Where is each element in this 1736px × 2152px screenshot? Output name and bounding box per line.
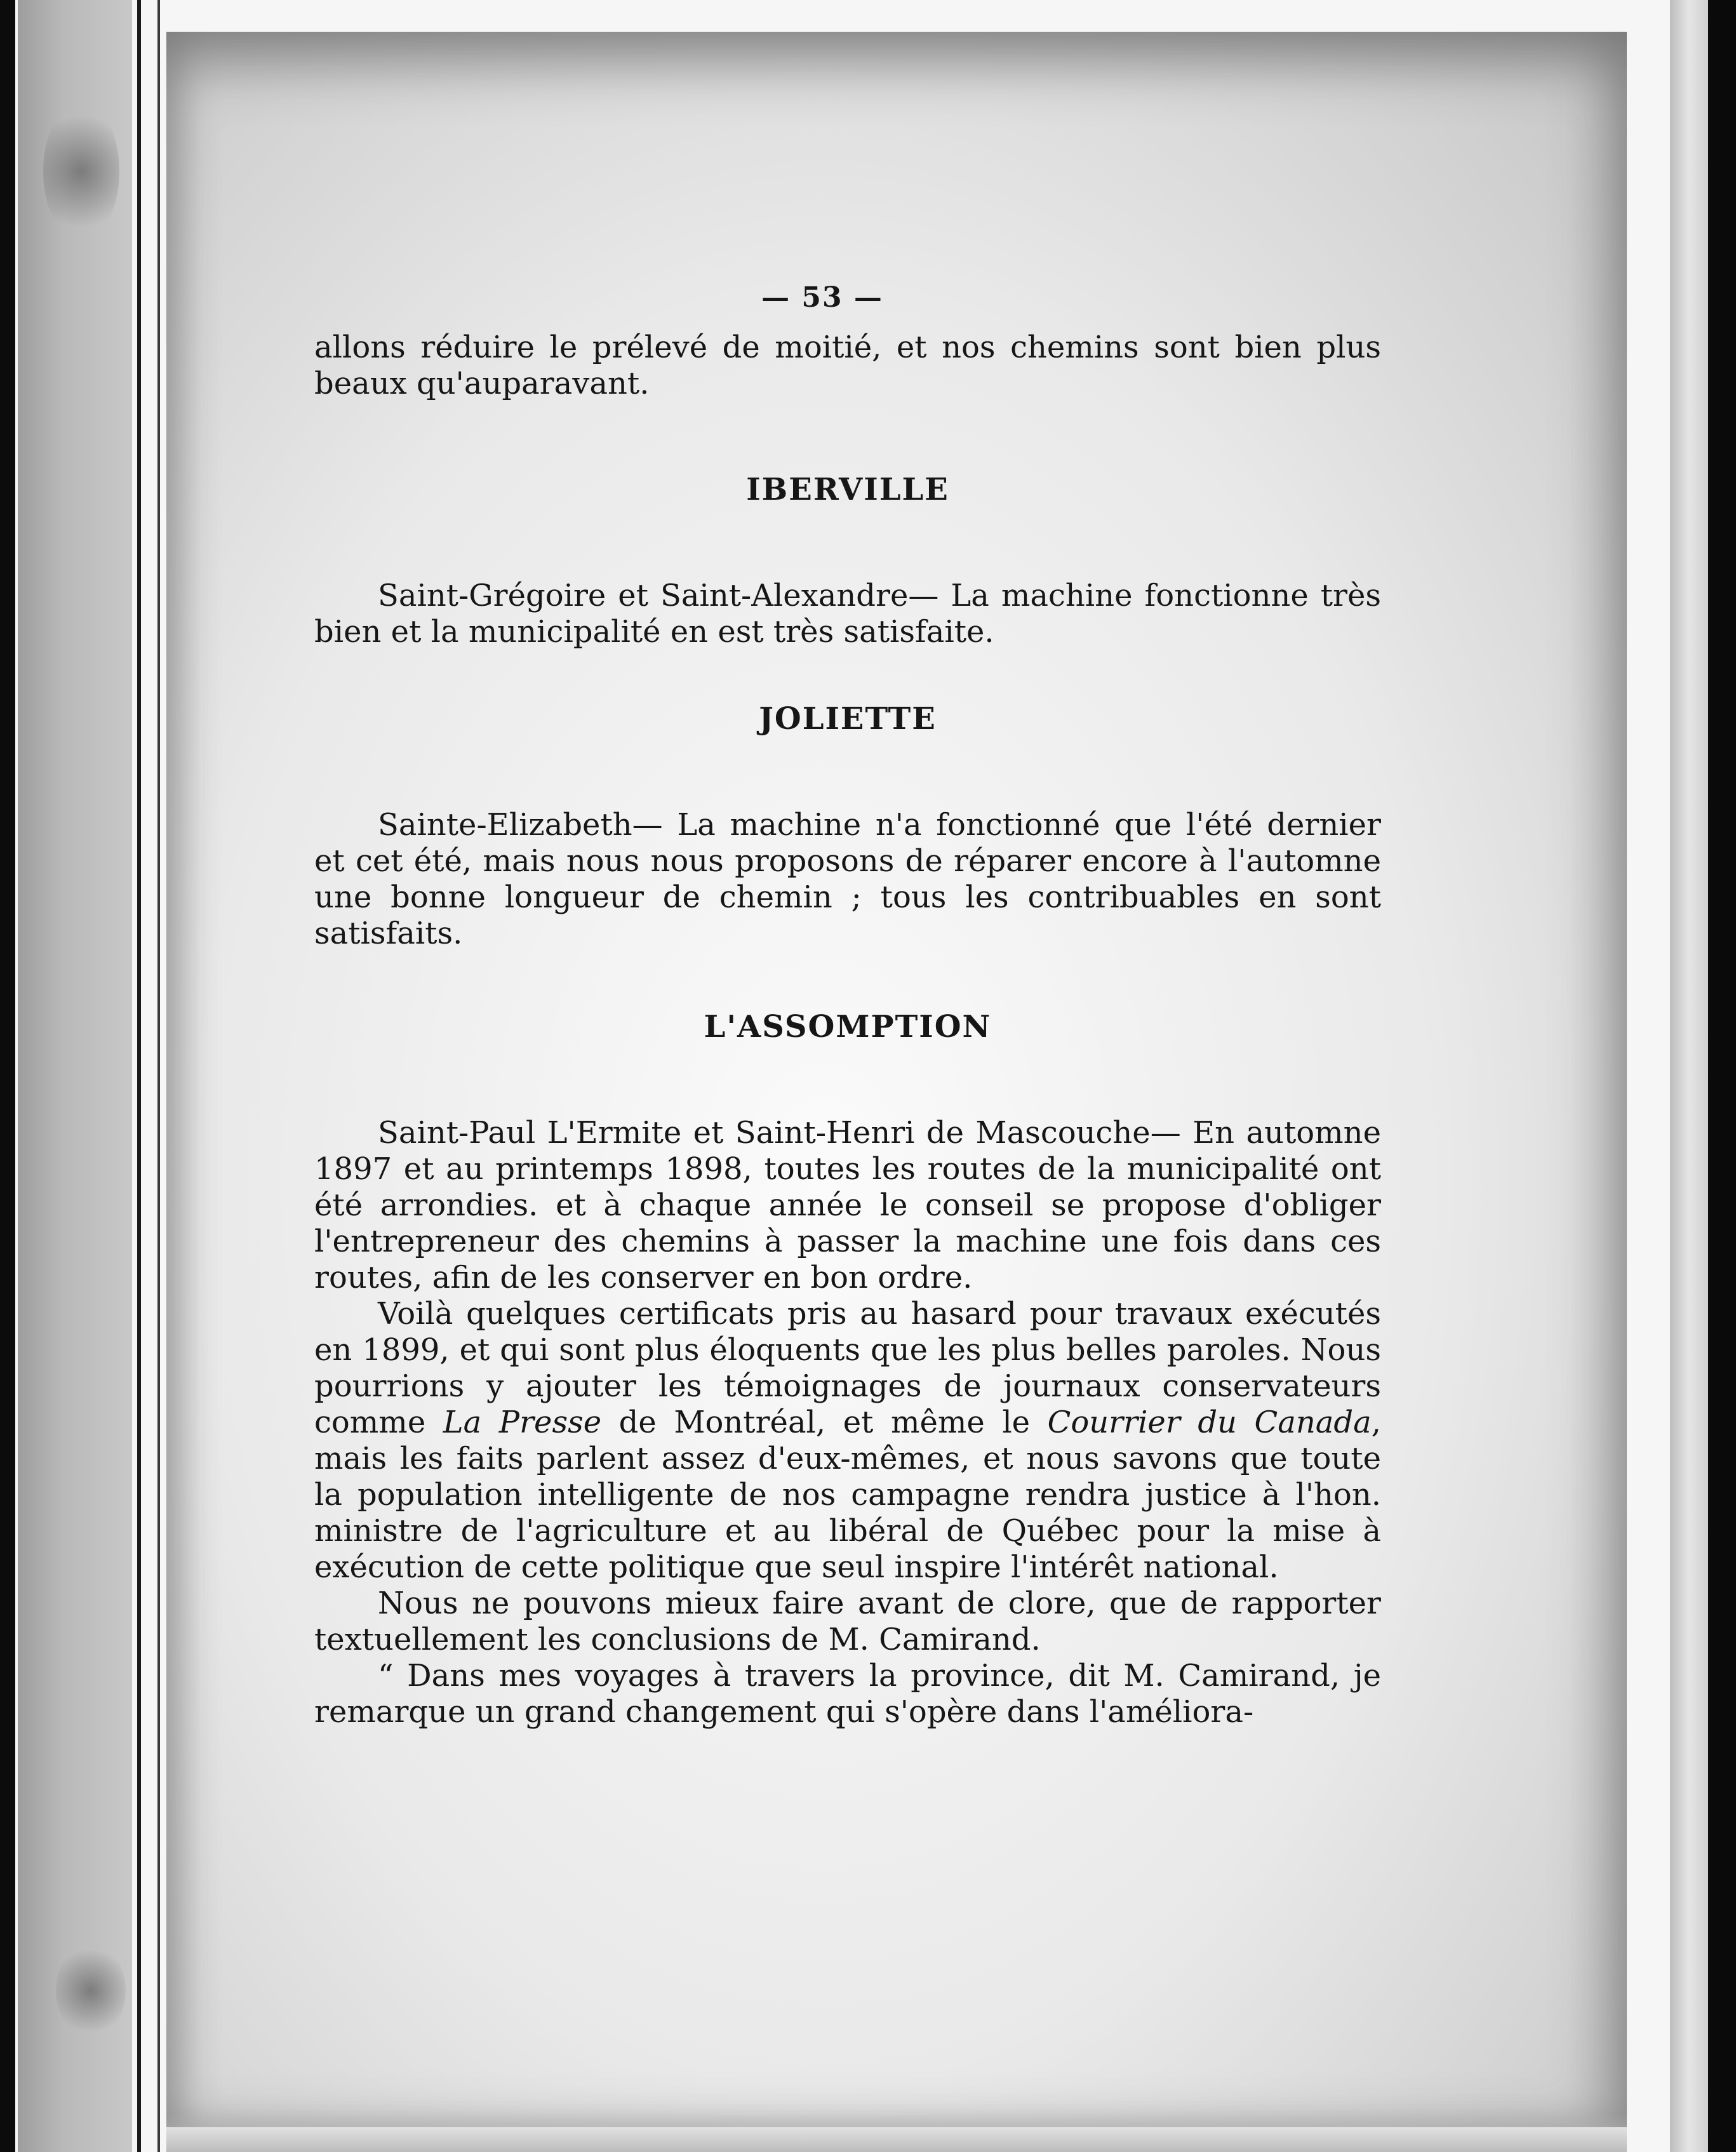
page-number: — 53 — xyxy=(761,281,883,314)
paragraph-voila-part2: de Montréal, et même le xyxy=(601,1405,1048,1440)
heading-lassomption: L'ASSOMPTION xyxy=(704,1009,992,1045)
adjacent-page-strip xyxy=(18,0,132,2152)
paragraph-voila xyxy=(314,1296,1381,1586)
paragraph-lassomption: Saint-Paul L'Ermite et Saint-Henri de Mascouche— En automne 1897 et au printemps 1898, toutes les routes de la municipalité ont été arrondies. et à chaque année le conseil se propose d'obliger l'entrepreneur des chemins à passer la machine une fois dans ces routes, afin de les conserver en bon ordre. xyxy=(314,1115,1381,1295)
paragraph-iberville: Saint-Grégoire et Saint-Alexandre— La machine fonctionne très bien et la municipalité en est très satisfaite. xyxy=(314,578,1381,650)
newspaper-la-presse: La Presse xyxy=(443,1405,602,1440)
paragraph-voila-part3: , mais les faits parlent assez d'eux-mêmes, et nous savons que toute la population intelligente de nos campagne rendra justice à l'hon. ministre de l'agriculture et au libéral de Québec pour la mise à exécution de cette politique que seul inspire l'intérêt national. xyxy=(314,1405,1381,1585)
film-edge-right xyxy=(1708,0,1736,2152)
gutter-line xyxy=(137,0,141,2152)
heading-iberville: IBERVILLE xyxy=(746,472,949,507)
paragraph-nous: Nous ne pouvons mieux faire avant de clore, que de rapporter textuellement les conclusions de M. Camirand. xyxy=(314,1586,1381,1657)
right-margin-strip xyxy=(1670,0,1708,2152)
page-text xyxy=(314,279,1381,1730)
paragraph-joliette: Sainte-Elizabeth— La machine n'a fonctionné que l'été dernier et cet été, mais nous nous proposons de réparer encore à l'automne une bonne longueur de chemin ; tous les contribuables en sont satisfaits. xyxy=(314,807,1381,951)
page-bottom-shadow xyxy=(166,2114,1627,2152)
paragraph-voila-part1: Voilà quelques certificats pris au hasard pour travaux exécutés en 1899, et qui sont plus éloquents que les plus belles paroles. Nous pourrions y ajouter les témoignages de journaux conservateurs comme xyxy=(314,1296,1381,1440)
heading-joliette: JOLIETTE xyxy=(759,701,937,737)
newspaper-courrier-du-canada: Courrier du Canada xyxy=(1047,1405,1372,1440)
gutter-line-inner xyxy=(157,0,160,2152)
paragraph-continuation: allons réduire le prélevé de moitié, et nos chemins sont bien plus beaux qu'auparavant. xyxy=(314,330,1381,401)
paragraph-dans: “ Dans mes voyages à travers la province, dit M. Camirand, je remarque un grand changement qui s'opère dans l'améliora- xyxy=(314,1658,1381,1730)
film-edge-left xyxy=(0,0,15,2152)
